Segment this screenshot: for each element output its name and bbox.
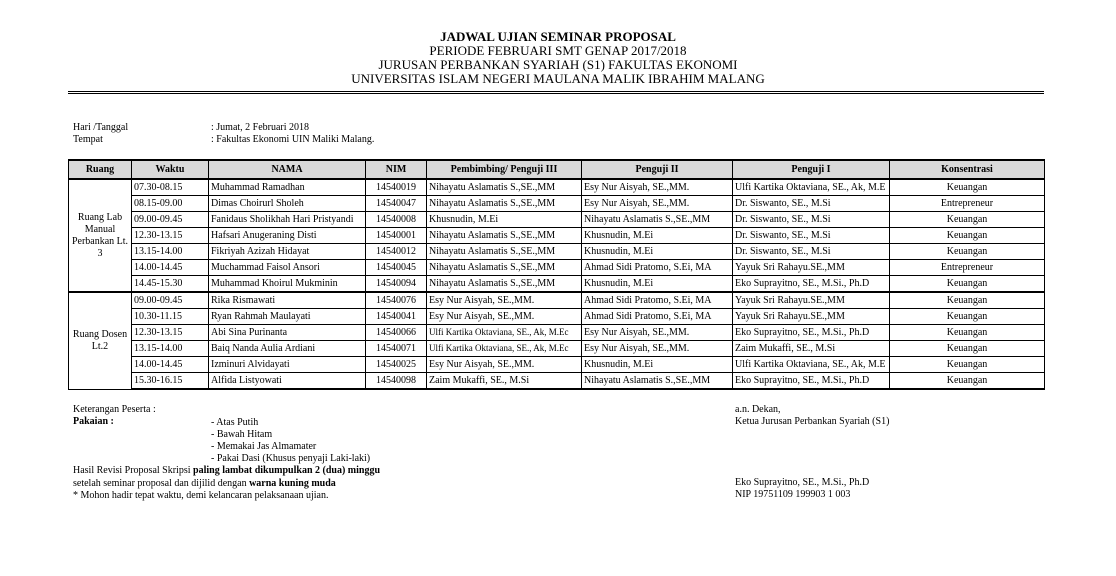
table-row: [69, 228, 1045, 244]
document-header: [0, 30, 1116, 86]
table-row: [69, 179, 1045, 196]
list-item: - Pakai Dasi (Khusus penyaji Laki-laki): [211, 453, 371, 464]
penguji-1: Yayuk Sri Rahayu.SE.,MM: [733, 260, 890, 276]
period: PERIODE FEBRUARI SMT GENAP 2017/2018: [429, 43, 687, 58]
university: UNIVERSITAS ISLAM NEGERI MAULANA MALIK IBRAHIM MALANG: [351, 71, 765, 86]
nim: 14540045: [366, 260, 427, 276]
nim: 14540076: [366, 292, 427, 309]
penguji-2: Nihayatu Aslamatis S.,SE.,MM: [582, 373, 733, 390]
nim: 14540047: [366, 196, 427, 212]
revision-text: Hasil Revisi Proposal Skripsi: [73, 465, 194, 476]
list-item: - Bawah Hitam: [211, 429, 273, 440]
nim: 14540012: [366, 244, 427, 260]
signature-block-bottom: [735, 477, 869, 501]
revision-line-1: [73, 465, 380, 478]
penguji-3: Nihayatu Aslamatis S.,SE.,MM: [427, 196, 582, 212]
table-row: [69, 357, 1045, 373]
konsentrasi: Keuangan: [890, 373, 1045, 390]
penguji-1: Zaim Mukaffi, SE., M.Si: [733, 341, 890, 357]
date-label: Hari /Tanggal: [73, 122, 129, 133]
time: 12.30-13.15: [132, 228, 209, 244]
konsentrasi: Keuangan: [890, 292, 1045, 309]
penguji-3: Ulfi Kartika Oktaviana, SE., Ak, M.Ec: [427, 341, 582, 357]
penguji-2: Esy Nur Aisyah, SE.,MM.: [582, 325, 733, 341]
col-penguji-2: Penguji II: [582, 160, 733, 179]
time: 09.00-09.45: [132, 292, 209, 309]
penguji-3: Ulfi Kartika Oktaviana, SE., Ak, M.Ec: [427, 325, 582, 341]
name: Dimas Choirurl Sholeh: [209, 196, 366, 212]
konsentrasi: Keuangan: [890, 325, 1045, 341]
department: JURUSAN PERBANKAN SYARIAH (S1) FAKULTAS EKONOMI: [378, 57, 738, 72]
name: Izminuri Alvidayati: [209, 357, 366, 373]
nim: 14540094: [366, 276, 427, 293]
penguji-2: Khusnudin, M.Ei: [582, 357, 733, 373]
konsentrasi: Keuangan: [890, 228, 1045, 244]
time: 13.15-14.00: [132, 244, 209, 260]
name: Fanidaus Sholikhah Hari Pristyandi: [209, 212, 366, 228]
penguji-1: Dr. Siswanto, SE., M.Si: [733, 196, 890, 212]
time: 13.15-14.00: [132, 341, 209, 357]
time: 07.30-08.15: [132, 179, 209, 196]
title: JADWAL UJIAN SEMINAR PROPOSAL: [440, 29, 676, 44]
revision-notes: [73, 465, 380, 503]
table-row: [69, 373, 1045, 390]
konsentrasi: Keuangan: [890, 341, 1045, 357]
time: 08.15-09.00: [132, 196, 209, 212]
col-konsentrasi: Konsentrasi: [890, 160, 1045, 179]
nim: 14540098: [366, 373, 427, 390]
time: 14.00-14.45: [132, 357, 209, 373]
revision-deadline: paling lambat dikumpulkan 2 (dua) minggu: [193, 465, 381, 476]
penguji-1: Yayuk Sri Rahayu.SE.,MM: [733, 309, 890, 325]
penguji-3: Esy Nur Aisyah, SE.,MM.: [427, 292, 582, 309]
konsentrasi: Keuangan: [890, 357, 1045, 373]
place-value: : Fakultas Ekonomi UIN Maliki Malang.: [211, 134, 375, 145]
name: Fikriyah Azizah Hidayat: [209, 244, 366, 260]
schedule-table: [68, 159, 1045, 390]
name: Muchammad Faisol Ansori: [209, 260, 366, 276]
penguji-1: Ulfi Kartika Oktaviana, SE., Ak, M.E: [733, 179, 890, 196]
attendance-note: * Mohon hadir tepat waktu, demi kelancaran pelaksanaan ujian.: [73, 490, 329, 501]
time: 15.30-16.15: [132, 373, 209, 390]
konsentrasi: Entrepreneur: [890, 260, 1045, 276]
konsentrasi: Keuangan: [890, 309, 1045, 325]
participant-notes: [73, 404, 156, 428]
nim: 14540008: [366, 212, 427, 228]
penguji-1: Dr. Siswanto, SE., M.Si: [733, 244, 890, 260]
exam-info: [73, 122, 374, 146]
penguji-2: Esy Nur Aisyah, SE.,MM.: [582, 196, 733, 212]
nim: 14540025: [366, 357, 427, 373]
name: Ryan Rahmah Maulayati: [209, 309, 366, 325]
penguji-2: Khusnudin, M.Ei: [582, 244, 733, 260]
konsentrasi: Keuangan: [890, 276, 1045, 293]
header-rule-bottom: [68, 93, 1044, 94]
col-penguji-3: Pembimbing/ Penguji III: [427, 160, 582, 179]
penguji-2: Esy Nur Aisyah, SE.,MM.: [582, 341, 733, 357]
revision-line-2: [73, 478, 380, 491]
penguji-1: Eko Suprayitno, SE., M.Si., Ph.D: [733, 325, 890, 341]
penguji-2: Khusnudin, M.Ei: [582, 276, 733, 293]
penguji-3: Nihayatu Aslamatis S.,SE.,MM: [427, 228, 582, 244]
table-header-row: [69, 160, 1045, 179]
table-row: [69, 244, 1045, 260]
table-row: [69, 276, 1045, 293]
keterangan-label: Keterangan Peserta :: [73, 404, 156, 415]
penguji-3: Khusnudin, M.Ei: [427, 212, 582, 228]
table-row: [69, 325, 1045, 341]
penguji-3: Nihayatu Aslamatis S.,SE.,MM: [427, 179, 582, 196]
col-nama: NAMA: [209, 160, 366, 179]
time: 14.00-14.45: [132, 260, 209, 276]
nim: 14540001: [366, 228, 427, 244]
penguji-3: Esy Nur Aisyah, SE.,MM.: [427, 357, 582, 373]
table-row: [69, 309, 1045, 325]
col-waktu: Waktu: [132, 160, 209, 179]
signature-block-top: [735, 404, 889, 428]
penguji-2: Ahmad Sidi Pratomo, S.Ei, MA: [582, 309, 733, 325]
nim: 14540041: [366, 309, 427, 325]
penguji-1: Eko Suprayitno, SE., M.Si., Ph.D: [733, 276, 890, 293]
time: 12.30-13.15: [132, 325, 209, 341]
signer-name: Eko Suprayitno, SE., M.Si., Ph.D: [735, 477, 870, 488]
room-lab: Ruang Lab Manual Perbankan Lt. 3: [69, 179, 132, 292]
penguji-3: Zaim Mukaffi, SE., M.Si: [427, 373, 582, 390]
header-rule-top: [68, 91, 1044, 92]
on-behalf-label: a.n. Dekan,: [735, 404, 781, 415]
penguji-3: Nihayatu Aslamatis S.,SE.,MM: [427, 276, 582, 293]
name: Abi Sina Purinanta: [209, 325, 366, 341]
list-item: - Atas Putih: [211, 417, 259, 428]
signer-role: Ketua Jurusan Perbankan Syariah (S1): [735, 416, 890, 427]
penguji-2: Ahmad Sidi Pratomo, S.Ei, MA: [582, 292, 733, 309]
penguji-2: Nihayatu Aslamatis S.,SE.,MM: [582, 212, 733, 228]
dress-code-list: [211, 417, 370, 465]
table-row: [69, 341, 1045, 357]
penguji-3: Esy Nur Aisyah, SE.,MM.: [427, 309, 582, 325]
name: Muhammad Ramadhan: [209, 179, 366, 196]
name: Hafsari Anugeraning Disti: [209, 228, 366, 244]
konsentrasi: Keuangan: [890, 179, 1045, 196]
col-nim: NIM: [366, 160, 427, 179]
col-ruang: Ruang: [69, 160, 132, 179]
penguji-3: Nihayatu Aslamatis S.,SE.,MM: [427, 260, 582, 276]
table-row: [69, 212, 1045, 228]
penguji-1: Yayuk Sri Rahayu.SE.,MM: [733, 292, 890, 309]
date-value: : Jumat, 2 Februari 2018: [211, 122, 310, 133]
time: 10.30-11.15: [132, 309, 209, 325]
time: 14.45-15.30: [132, 276, 209, 293]
col-penguji-1: Penguji I: [733, 160, 890, 179]
table-row: [69, 292, 1045, 309]
penguji-1: Ulfi Kartika Oktaviana, SE., Ak, M.E: [733, 357, 890, 373]
nim: 14540066: [366, 325, 427, 341]
penguji-3: Nihayatu Aslamatis S.,SE.,MM: [427, 244, 582, 260]
name: Muhammad Khoirul Mukminin: [209, 276, 366, 293]
revision-color: warna kuning muda: [249, 477, 336, 489]
table-row: [69, 260, 1045, 276]
name: Alfida Listyowati: [209, 373, 366, 390]
nim: 14540071: [366, 341, 427, 357]
name: Baiq Nanda Aulia Ardiani: [209, 341, 366, 357]
konsentrasi: Keuangan: [890, 212, 1045, 228]
nim: 14540019: [366, 179, 427, 196]
penguji-2: Esy Nur Aisyah, SE.,MM.: [582, 179, 733, 196]
penguji-1: Dr. Siswanto, SE., M.Si: [733, 212, 890, 228]
time: 09.00-09.45: [132, 212, 209, 228]
place-label: Tempat: [73, 134, 103, 145]
name: Rika Rismawati: [209, 292, 366, 309]
penguji-1: Eko Suprayitno, SE., M.Si., Ph.D: [733, 373, 890, 390]
penguji-2: Khusnudin, M.Ei: [582, 228, 733, 244]
konsentrasi: Keuangan: [890, 244, 1045, 260]
list-item: - Memakai Jas Almamater: [211, 441, 317, 452]
konsentrasi: Entrepreneur: [890, 196, 1045, 212]
pakaian-label: Pakaian :: [73, 416, 114, 427]
signer-nip: NIP 19751109 199903 1 003: [735, 489, 851, 500]
penguji-2: Ahmad Sidi Pratomo, S.Ei, MA: [582, 260, 733, 276]
room-dosen: Ruang Dosen Lt.2: [69, 292, 132, 389]
revision-text-2: setelah seminar proposal dan dijilid dengan: [73, 477, 250, 489]
table-row: [69, 196, 1045, 212]
penguji-1: Dr. Siswanto, SE., M.Si: [733, 228, 890, 244]
